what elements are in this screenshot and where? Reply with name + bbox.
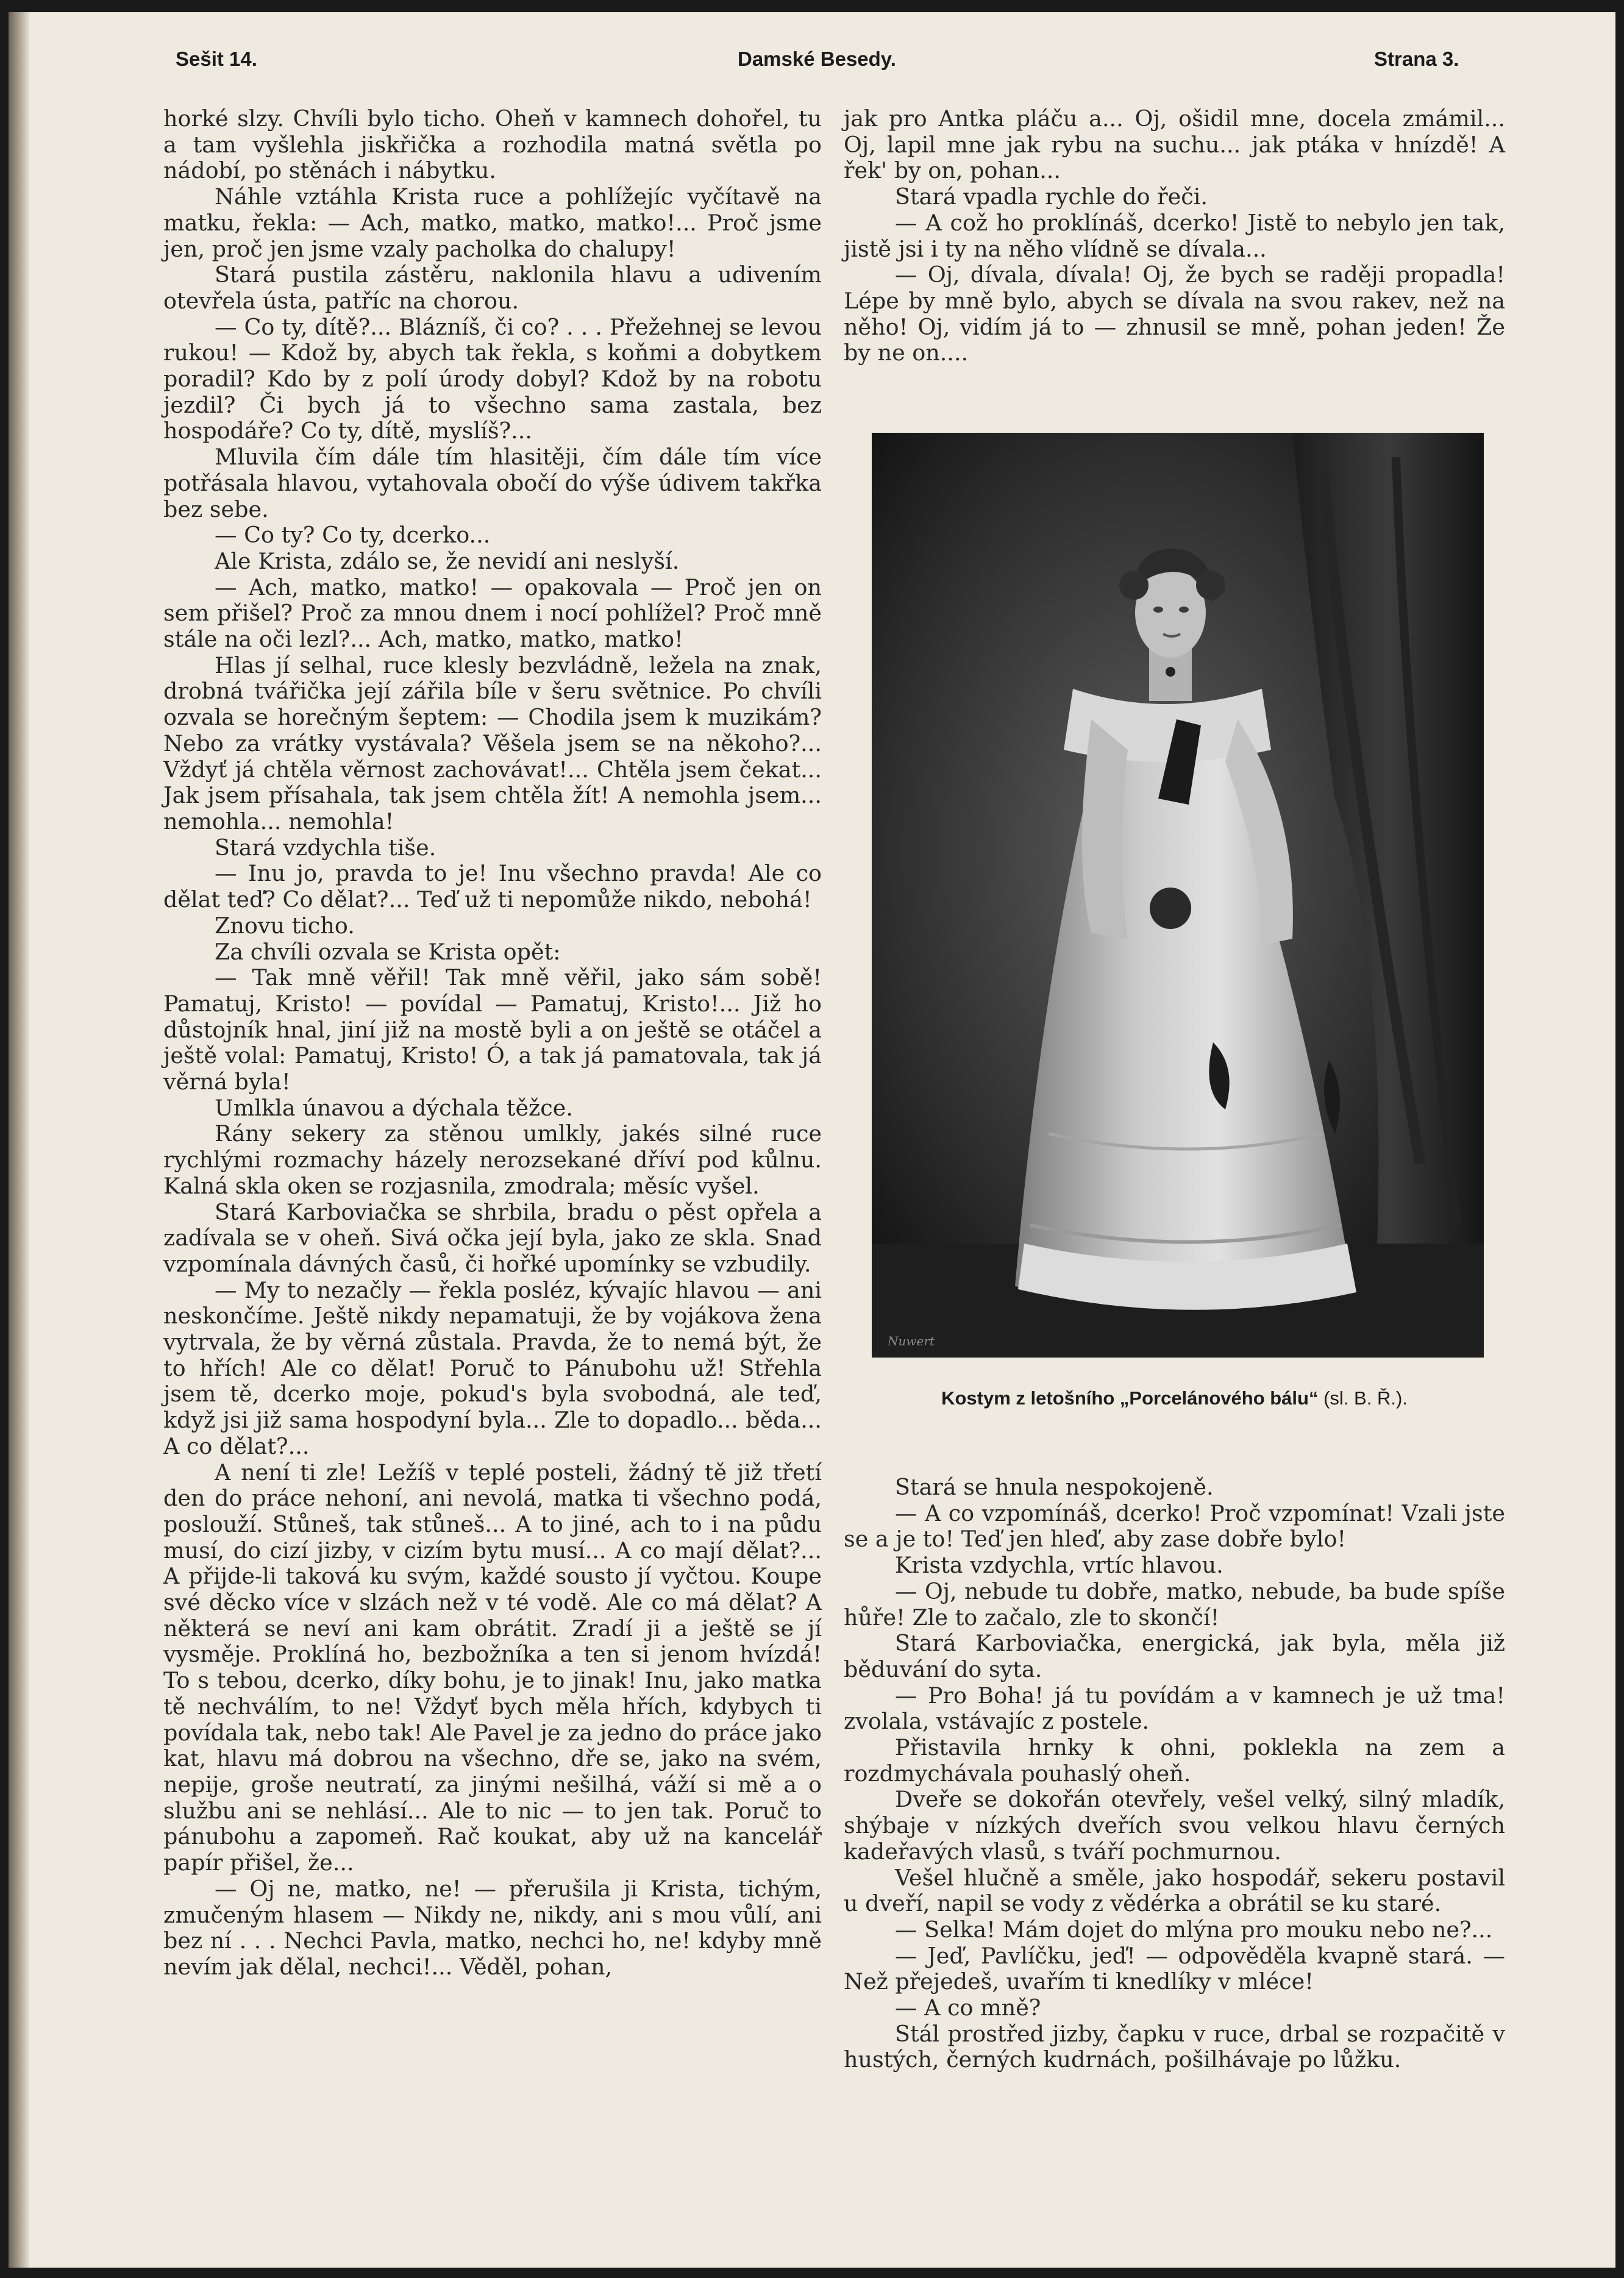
paragraph: Rány sekery za stěnou umlkly, jakés silné ruce rychlými rozmachy házely nerozsekané dříví pod kůlnu. Kalná skla oken se rozjasnila, zmodrala; měsíc vyšel. <box>163 1120 822 1199</box>
paragraph: — Pro Boha! já tu povídám a v kamnech je už tma! zvolala, vstávajíc z postele. <box>844 1682 1505 1735</box>
paragraph: Stará vzdychla tiše. <box>215 834 436 861</box>
paragraph: Za chvíli ozvala se Krista opět: <box>215 938 561 965</box>
paragraph: — A co mně? <box>895 1995 1041 2021</box>
right-text-column-top <box>844 106 1505 366</box>
photographer-signature: Nuwert <box>888 1334 935 1348</box>
paragraph: jak pro Antka pláču a... Oj, ošidil mne, docela zmámil... Oj, lapil mne jak rybu na suchu... jak ptáka v hnízdě! A řek' by on, pohan... <box>844 105 1505 184</box>
paragraph: Stará vpadla rychle do řeči. <box>895 183 1208 210</box>
magazine-page <box>9 12 1615 2268</box>
caption-title: Kostym z letošního „Porcelánového bálu“ <box>941 1387 1319 1409</box>
paragraph: Dveře se dokořán otevřely, vešel velký, silný mladík, shýbaje v nízkých dveřích svou velkou hlavu černých kadeřavých vlasů, s tváří pochmurnou. <box>844 1786 1505 1865</box>
magazine-title: Damské Besedy. <box>738 48 896 70</box>
binding-spine <box>9 12 29 2268</box>
paragraph: Vešel hlučně a směle, jako hospodář, sekeru postavil u dveří, napil se vody z vědérka a obrátil se ku staré. <box>844 1864 1505 1917</box>
paragraph: Umlkla únavou a dýchala těžce. <box>215 1094 573 1121</box>
paragraph: Stará pustila zástěru, naklonila hlavu a udivením otevřela ústa, patříc na chorou. <box>163 262 822 314</box>
paragraph: Přistavila hrnky k ohni, poklekla na zem a rozdmychávala pouhaslý oheň. <box>844 1734 1505 1787</box>
paragraph: — Jeď, Pavlíčku, jeď! — odpověděla kvapně stará. — Než přejedeš, uvařím ti knedlíky v mléce! <box>844 1942 1505 1995</box>
paragraph: — Selka! Mám dojet do mlýna pro mouku nebo ne?... <box>895 1916 1493 1943</box>
paragraph: Náhle vztáhla Krista ruce a pohlížejíc vyčítavě na matku, řekla: — Ach, matko, matko, matko!... Proč jsme jen, proč jen jsme vzaly pacholka do chalupy! <box>163 183 822 262</box>
paragraph: horké slzy. Chvíli bylo ticho. Oheň v kamnech dohořel, tu a tam vyšlehla jiskřička a rozhodila matná světla po nádobí, po stěnách i nábytku. <box>163 105 822 184</box>
paragraph: Stará Karboviačka, energická, jak byla, měla již běduvání do syta. <box>844 1630 1505 1682</box>
paragraph: — A co vzpomínáš, dcerko! Proč vzpomínat! Vzali jste se a je to! Teď jen hleď, aby zase dobře bylo! <box>844 1500 1505 1553</box>
paragraph: Mluvila čím dále tím hlasitěji, čím dále tím více potřásala hlavou, vytahovala obočí do výše údivem takřka bez sebe. <box>163 444 822 522</box>
photo-caption <box>844 1387 1505 1409</box>
right-text-column-bottom <box>844 1475 1505 2073</box>
paragraph: — Inu jo, pravda to je! Inu všechno pravda! Ale co dělat teď? Co dělat?... Teď už ti nepomůže nikdo, nebohá! <box>163 860 822 913</box>
paragraph: Stará se hnula nespokojeně. <box>895 1474 1214 1500</box>
paragraph: Ale Krista, zdálo se, že nevidí ani neslyší. <box>215 547 680 574</box>
paragraph: — Ach, matko, matko! — opakovala — Proč jen on sem přišel? Proč za mnou dnem i nocí pohlížel? Proč mně stále na oči lezl?... Ach, matko, matko, matko! <box>163 574 822 653</box>
paragraph: — A což ho proklínáš, dcerko! Jistě to nebylo jen tak, jistě jsi i ty na něho vlídně se dívala... <box>844 209 1505 262</box>
caption-credit: (sl. B. Ř.). <box>1323 1387 1408 1409</box>
costume-photograph <box>872 433 1484 1358</box>
costume-photo-illustration <box>872 433 1484 1358</box>
page-number: Strana 3. <box>1374 48 1459 70</box>
paragraph: Hlas jí selhal, ruce klesly bezvládně, ležela na znak, drobná tvářička její zářila bíle v šeru světnice. Po chvíli ozvala se horečným šeptem: — Chodila jsem k muzikám? Nebo za vrátky vystávala? Věšela jsem se na někoho?... Vždyť já chtěla věrnost zachovávat!... Chtěla jsem čekat... Jak jsem přísahala, tak jsem chtěla žít! A nemohla jsem... nemohla... nemohla! <box>163 652 822 835</box>
paragraph: Stará Karboviačka se shrbila, bradu o pěst opřela a zadívala se v oheň. Sivá očka její byla, jako ze skla. Snad vzpomínala dávných časů, či hořké upomínky se vzbudily. <box>163 1198 822 1277</box>
paragraph: Krista vzdychla, vrtíc hlavou. <box>895 1552 1223 1579</box>
paragraph: A není ti zle! Ležíš v teplé posteli, žádný tě již třetí den do práce nehoní, ani nevolá, matka ti všechno podá, poslouží. Stůneš, tak stůneš... A to jiné, ach to i na půdu musí, do cizí jizby, v cizím bytu musí... A co mají dělat?... A přijde-li taková ku svým, každé sousto jí vyčtou. Koupe své děcko více v slzách než v té vodě. Ale co má dělat? A některá se neví ani kam obrátit. Zradí ji a ještě se jí vysměje. Proklíná ho, bezbožníka a ten si jenom hvízdá! To s tebou, dcerko, díky bohu, je to jinak! Inu, jako matka tě nechválím, to ne! Vždyť bych měla hřích, kdybych ti povídala tak, nebo tak! Ale Pavel je za jedno do práce jako kat, hlavu má dobrou na všechno, dře se, jako na svém, nepije, groše neutratí, za jinými nešilhá, váží si mě a o službu ani se nehlásí... Ale to nic — to jen tak. Poruč to pánubohu a zapomeň. Rač koukat, aby už na kancelář papír přišel, že... <box>163 1459 822 1876</box>
paragraph: — Oj ne, matko, ne! — přerušila ji Krista, tichým, zmučeným hlasem — Nikdy ne, nikdy, ani s mou vůlí, ani bez ní . . . Nechci Pavla, matko, nechci ho, ne! kdyby mně nevím jak dělal, nechci!... Věděl, pohan, <box>163 1875 822 1980</box>
paragraph: — Tak mně věřil! Tak mně věřil, jako sám sobě! Pamatuj, Kristo! — povídal — Pamatuj, Kristo!... Již ho důstojník hnal, jiní již na mostě byli a on ještě se otáčel a ještě volal: Pamatuj, Kristo! Ó, a tak já pamatovala, tak já věrná byla! <box>163 964 822 1095</box>
paragraph: — Co ty? Co ty, dcerko... <box>215 522 491 549</box>
left-text-column <box>163 106 822 1981</box>
paragraph: Stál prostřed jizby, čapku v ruce, drbal se rozpačitě v hustých, černých kudrnách, pošilhávaje po lůžku. <box>844 2020 1505 2073</box>
paragraph: Znovu ticho. <box>215 912 355 939</box>
issue-number: Sešit 14. <box>176 48 257 70</box>
paragraph: — Oj, nebude tu dobře, matko, nebude, ba bude spíše hůře! Zle to začalo, zle to skončí! <box>844 1578 1505 1631</box>
paragraph: — Oj, dívala, dívala! Oj, že bych se raději propadla! Lépe by mně bylo, abych se dívala na svou rakev, než na něho! Oj, vidím já to — zhnusil se mně, pohan jeden! Že by ne on.... <box>844 262 1505 366</box>
paragraph: — Co ty, dítě?... Blázníš, či co? . . . Přežehnej se levou rukou! — Kdož by, abych tak řekla, s koňmi a dobytkem poradil? Kdo by z polí úrody dobyl? Kdož by na robotu jezdil? Či bych já to všechno sama zastala, bez hospodáře? Co ty, dítě, myslíš?... <box>163 313 822 444</box>
paragraph: — My to nezačly — řekla posléz, kývajíc hlavou — ani neskončíme. Ještě nikdy nepamatuji, že by vojákova žena vytrvala, že by věrná zůstala. Pravda, že to nemá být, že to hřích! Ale co dělat! Poruč to Pánubohu už! Střehla jsem tě, dcerko moje, pokud's byla svobodná, ale teď, když jsi již sama hospodyní byla... Zle to dopadlo... běda... A co dělat?... <box>163 1276 822 1459</box>
